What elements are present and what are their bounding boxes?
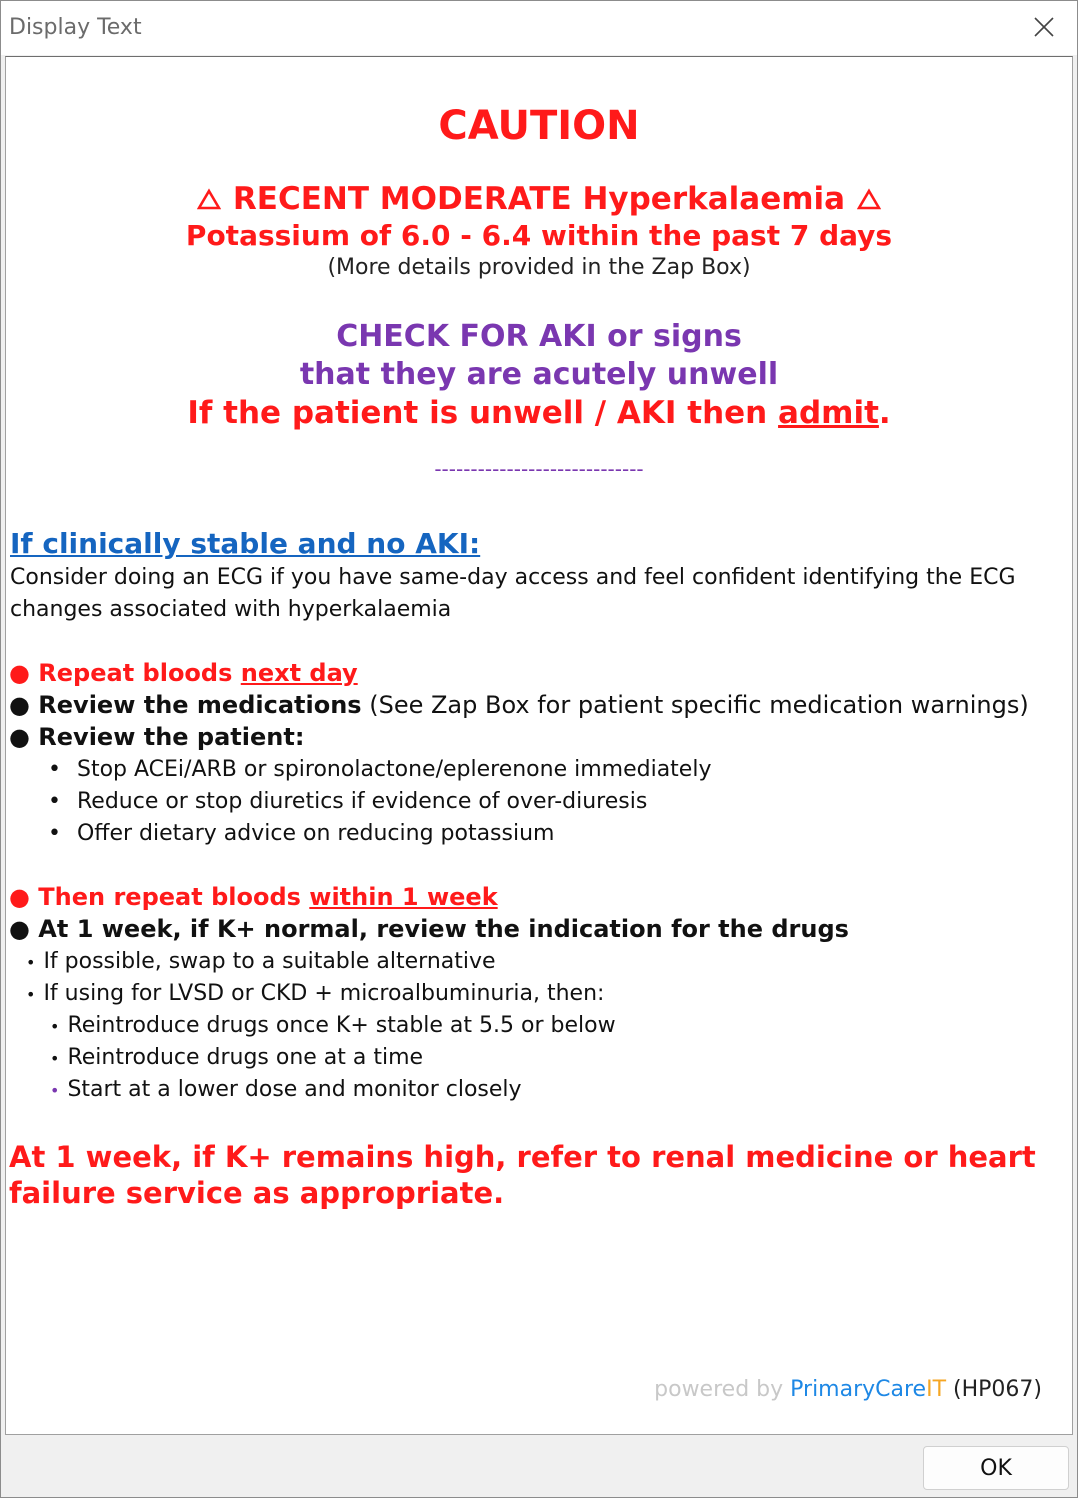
check-aki-line2: that they are acutely unwell — [299, 357, 779, 392]
next-day-link: next day — [240, 659, 358, 687]
list-item: • Reduce or stop diuretics if evidence of over-diuresis — [48, 789, 648, 814]
list-item-text: Stop ACEi/ARB or spironolactone/eplerenone immediately — [76, 757, 712, 782]
list-item-text: Reduce or stop diuretics if evidence of over-diuresis — [76, 789, 648, 814]
review-medications-label: ● Review the medications — [9, 691, 362, 719]
list-item-text: If using for LVSD or CKD + microalbuminuria, then: — [43, 981, 605, 1006]
caution-heading: CAUTION — [438, 103, 640, 149]
list-item-text: Reintroduce drugs once K+ stable at 5.5 or below — [67, 1013, 616, 1038]
check-aki-line1: CHECK FOR AKI or signs — [336, 319, 742, 354]
alert-title — [6, 181, 1072, 217]
ok-button[interactable]: OK — [923, 1446, 1069, 1490]
alert-title-text: RECENT MODERATE Hyperkalaemia — [232, 181, 846, 217]
zap-box-note: (More details provided in the Zap Box) — [327, 255, 751, 280]
list-item: • Stop ACEi/ARB or spironolactone/eplerenone immediately — [48, 757, 712, 782]
ecg-advice-line1: Consider doing an ECG if you have same-day access and feel confident identifying the ECG — [10, 565, 1016, 590]
repeat-bloods-item — [9, 659, 358, 687]
list-item: • Reintroduce drugs once K+ stable at 5.5 or below — [50, 1013, 616, 1038]
protocol-code: (HP067) — [946, 1377, 1042, 1402]
review-medications-note: (See Zap Box for patient specific medication warnings) — [361, 691, 1029, 719]
review-patient-item: ● Review the patient: — [9, 723, 305, 751]
brand-it: IT — [926, 1377, 947, 1402]
powered-by — [654, 1377, 1042, 1402]
within-week-link: within 1 week — [309, 883, 498, 911]
window-title: Display Text — [9, 15, 142, 40]
list-item: • If using for LVSD or CKD + microalbuminuria, then: — [26, 981, 605, 1006]
admit-suffix: . — [878, 395, 891, 431]
list-item-text: Reintroduce drugs one at a time — [67, 1045, 424, 1070]
list-item-text: If possible, swap to a suitable alternative — [43, 949, 496, 974]
review-medications-item — [9, 691, 1029, 719]
list-item-text: Start at a lower dose and monitor closely — [67, 1077, 522, 1102]
divider: ----------------------------- — [434, 457, 644, 481]
close-button[interactable] — [1021, 7, 1067, 47]
then-repeat-text: ● Then repeat bloods — [9, 883, 310, 911]
list-item: • Start at a lower dose and monitor closely — [50, 1077, 522, 1102]
then-repeat-bloods-item — [9, 883, 498, 911]
admit-prefix: If the patient is unwell / AKI then — [187, 395, 779, 431]
stable-heading: If clinically stable and no AKI: — [10, 527, 481, 560]
list-item: • Reintroduce drugs one at a time — [50, 1045, 424, 1070]
list-item-text: Offer dietary advice on reducing potassium — [76, 821, 555, 846]
close-icon — [1033, 16, 1055, 38]
admit-link: admit — [778, 395, 879, 431]
admit-instruction — [6, 395, 1072, 431]
title-bar — [1, 1, 1077, 55]
warning-triangle-icon — [857, 188, 881, 210]
alert-subtitle: Potassium of 6.0 - 6.4 within the past 7 days — [185, 219, 893, 252]
warning-triangle-icon — [197, 188, 221, 210]
list-item: • Offer dietary advice on reducing potassium — [48, 821, 555, 846]
list-item: • If possible, swap to a suitable alternative — [26, 949, 496, 974]
brand-primarycare: PrimaryCare — [790, 1377, 927, 1402]
message-panel — [5, 56, 1073, 1435]
repeat-bloods-text: ● Repeat bloods — [9, 659, 241, 687]
one-week-review-item: ● At 1 week, if K+ normal, review the indication for the drugs — [9, 915, 849, 943]
refer-instruction: At 1 week, if K+ remains high, refer to renal medicine or heart failure service as appropriate. — [9, 1140, 1036, 1210]
powered-by-label: powered by — [654, 1377, 791, 1402]
ecg-advice-line2: changes associated with hyperkalaemia — [10, 597, 452, 622]
